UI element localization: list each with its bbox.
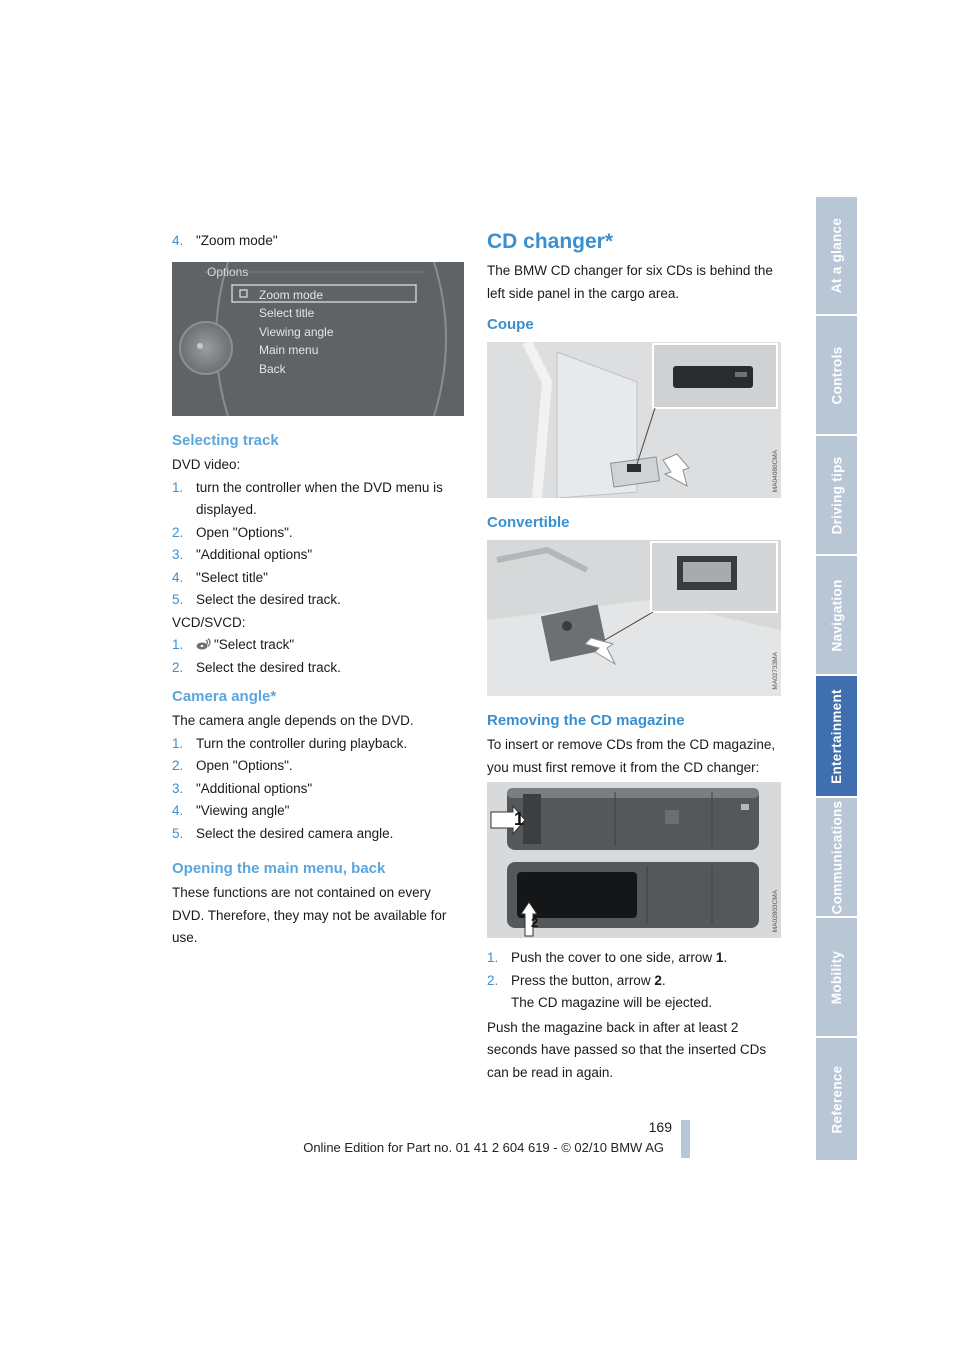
list-text: Select the desired camera angle. <box>196 825 394 841</box>
list-text: "Additional options" <box>196 780 313 796</box>
arrow-label-2: 2 <box>531 915 539 930</box>
menu-item: Select title <box>259 306 315 321</box>
list-item <box>487 970 781 1015</box>
tab-label: Driving tips <box>829 456 845 534</box>
list-text: "Select title" <box>196 569 268 585</box>
list-text: turn the controller when the DVD menu is displayed. <box>196 479 443 517</box>
menu-item: Viewing angle <box>259 324 334 339</box>
list-number: 2. <box>487 972 499 988</box>
paragraph: The camera angle depends on the DVD. <box>172 713 414 728</box>
tab-label: Communications <box>829 800 844 914</box>
sidebar-tab-at-a-glance[interactable] <box>816 197 857 316</box>
list-item <box>172 800 464 823</box>
page-title: CD changer* <box>487 230 614 253</box>
list-text: Select the desired track. <box>196 592 341 607</box>
section-heading: Convertible <box>487 514 570 531</box>
paragraph: To insert or remove CDs from the CD magazine, you must first remove it from the CD changer: <box>487 737 776 775</box>
paragraph: DVD video: <box>172 457 241 472</box>
list-item <box>172 634 464 657</box>
tab-label: Mobility <box>829 950 844 1004</box>
menu-item: Zoom mode <box>259 288 324 302</box>
list-number: 2. <box>172 659 184 675</box>
section-heading: Removing the CD magazine <box>487 712 685 729</box>
list-text: "Zoom mode" <box>196 233 278 248</box>
figure-code: MA02803CMA <box>772 889 779 932</box>
list-item <box>172 733 464 756</box>
tab-label: Navigation <box>829 578 845 652</box>
tab-label: Reference <box>829 1065 844 1133</box>
list-item <box>172 567 464 590</box>
paragraph: VCD/SVCD: <box>172 614 246 630</box>
paragraph: These functions are not contained on every DVD. Therefore, they may not be available for use. <box>172 885 447 945</box>
removing-steps <box>487 947 781 1084</box>
list-number: 3. <box>172 780 184 796</box>
list-text-end: . <box>723 950 728 965</box>
section-heading: Camera angle* <box>172 688 277 705</box>
sidebar-tab-communications[interactable] <box>816 798 857 918</box>
sidebar-tab-controls[interactable] <box>816 316 857 436</box>
list-item <box>172 657 464 680</box>
list-text: Open "Options". <box>196 524 293 540</box>
list-text-extra: The CD magazine will be ejected. <box>511 995 713 1010</box>
arrow-ref: 2 <box>654 972 662 988</box>
list-text-end: . <box>661 972 666 988</box>
list-item <box>172 589 464 612</box>
list-text-with-icon <box>196 634 464 657</box>
arrow-ref: 1 <box>715 950 724 965</box>
list-text: Select the desired track. <box>196 659 341 675</box>
list-text <box>511 947 781 970</box>
list-number: 2. <box>172 524 184 540</box>
list-text: "Select track" <box>214 637 295 652</box>
figure-code: MA02733MA <box>772 652 779 690</box>
paragraph: Push the magazine back in after at least 2 seconds have passed so that the inserted CDs can be read in again. <box>487 1019 767 1080</box>
paragraph: The BMW CD changer for six CDs is behind the left side panel in the cargo area. <box>487 263 773 301</box>
section-heading: Selecting track <box>172 432 279 449</box>
list-text: Open "Options". <box>196 758 293 773</box>
list-item <box>172 823 464 846</box>
options-header: Options <box>207 265 249 279</box>
list-number: 1. <box>487 950 499 965</box>
sidebar-tab-entertainment[interactable] <box>816 676 857 798</box>
tab-label: Controls <box>829 346 844 404</box>
section-heading: Coupe <box>487 316 534 333</box>
options-menu <box>259 286 334 378</box>
section-heading: Opening the main menu, back <box>172 860 386 877</box>
list-number: 1. <box>172 735 184 751</box>
list-item <box>172 544 464 567</box>
coupe-illustration <box>487 342 781 498</box>
convertible-illustration <box>487 540 781 696</box>
list-text <box>511 970 781 1015</box>
list-item <box>172 522 464 545</box>
options-screen-image <box>172 262 464 416</box>
sidebar-tab-reference[interactable] <box>816 1038 857 1162</box>
arrow-label-1: 1 <box>514 809 525 829</box>
list-item <box>487 947 781 970</box>
list-item <box>172 230 462 253</box>
convertible-figure <box>487 540 781 696</box>
list-text: Turn the controller during playback. <box>196 735 408 751</box>
camera-angle-body <box>172 710 464 845</box>
page-marker <box>681 1120 690 1158</box>
list-text-part: Press the button, arrow <box>511 972 655 988</box>
list-number: 4. <box>172 569 184 585</box>
sidebar-tab-navigation[interactable] <box>816 556 857 676</box>
list-number: 1. <box>172 479 184 495</box>
menu-item: Main menu <box>259 343 319 358</box>
list-number: 3. <box>172 547 184 562</box>
sidebar-tab-driving-tips[interactable] <box>816 436 857 556</box>
sidebar-tab-mobility[interactable] <box>816 918 857 1038</box>
page-number: 169 <box>648 1119 672 1135</box>
list-number: 2. <box>172 758 184 773</box>
list-number: 1. <box>172 637 184 652</box>
list-text: "Viewing angle" <box>196 803 290 818</box>
list-item <box>172 755 464 778</box>
figure-code: MA04080CMA <box>772 449 779 492</box>
list-number: 5. <box>172 592 184 607</box>
coupe-figure <box>487 342 781 498</box>
list-text-part: Push the cover to one side, arrow <box>511 950 716 965</box>
list-number: 4. <box>172 233 184 248</box>
list-item <box>172 778 464 801</box>
list-item <box>172 477 464 522</box>
list-number: 4. <box>172 803 184 818</box>
menu-item: Back <box>259 361 286 376</box>
tab-label: Entertainment <box>829 688 845 784</box>
list-text: "Additional options" <box>196 547 313 562</box>
footer-edition: Online Edition for Part no. 01 41 2 604 619 - © 02/10 BMW AG <box>303 1140 664 1155</box>
cd-track-icon <box>196 638 212 651</box>
tab-label: At a glance <box>829 217 845 294</box>
magazine-figure <box>487 782 781 938</box>
list-number: 5. <box>172 825 184 841</box>
selecting-track-body <box>172 454 464 679</box>
